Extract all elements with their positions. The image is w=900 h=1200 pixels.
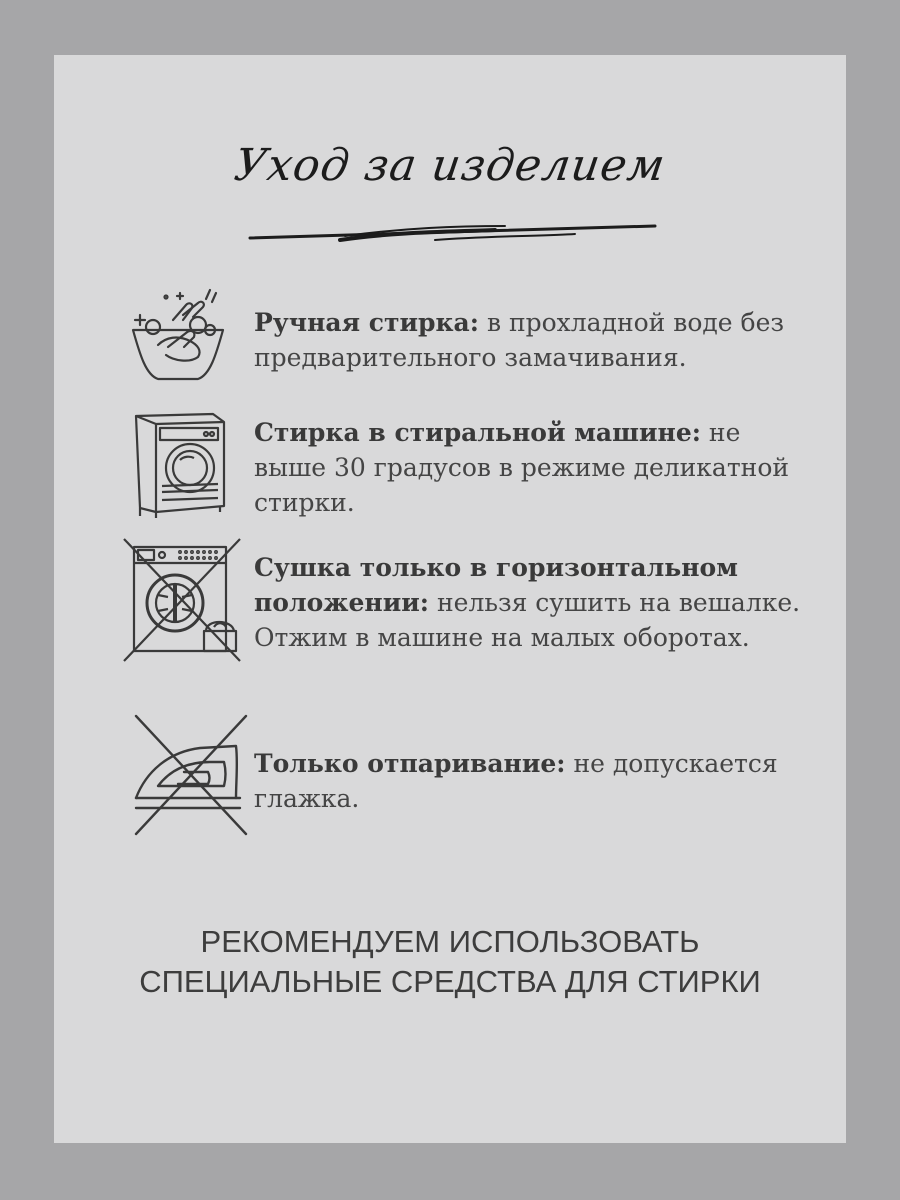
title-underline (245, 218, 665, 248)
no-ironing-icon (128, 712, 248, 840)
footer-line-1: РЕКОМЕНДУЕМ ИСПОЛЬЗОВАТЬ (200, 924, 700, 959)
ironing-label: Только отпаривание: (254, 749, 566, 778)
no-tumble-dry-icon (120, 535, 245, 665)
drying-description: нельзя сушить на вешалке. Отжим в машине на малых оборотах. (254, 588, 801, 652)
drying-text (254, 550, 814, 655)
hand-wash-label: Ручная стирка: (254, 308, 479, 337)
page-title: Уход за изделием (231, 140, 669, 191)
washing-machine-icon (128, 408, 228, 520)
hand-wash-description: в прохладной воде без предварительного замачивания. (254, 308, 785, 372)
drying-label: Сушка только в горизонтальном положении: (254, 553, 738, 617)
ironing-text (254, 746, 814, 816)
washing-machine-label: Стирка в стиральной машине: (254, 418, 701, 447)
hand-wash-icon (128, 285, 228, 385)
ironing-description: не допускается глажка. (254, 749, 778, 813)
washing-machine-text (254, 415, 814, 520)
recommendation-footer (0, 922, 900, 1002)
washing-machine-description: не выше 30 градусов в режиме деликатной стирки. (254, 418, 790, 517)
hand-wash-text (254, 305, 814, 375)
footer-line-2: СПЕЦИАЛЬНЫЕ СРЕДСТВА ДЛЯ СТИРКИ (139, 964, 761, 999)
